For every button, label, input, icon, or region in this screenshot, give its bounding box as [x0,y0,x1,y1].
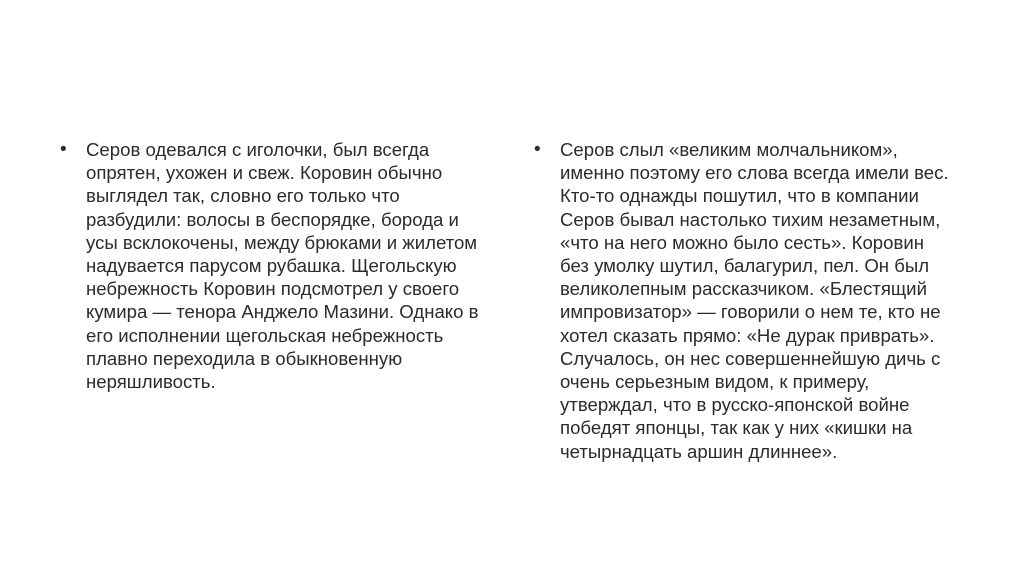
right-column [534,138,954,463]
bullet-text: Серов слыл «великим молчальником», именно поэтому его слова всегда имели вес. Кто-то однажды пошутил, что в компании Серов бывал настолько тихим незаметным, «что на него можно было сесть». Коровин без умолку шутил, балагурил, пел. Он был великолепным рассказчиком. «Блестящий импровизатор» — говорили о нем те, кто не хотел сказать прямо: «Не дурак приврать». Случалось, он нес совершеннейшую дичь с очень серьезным видом, к примеру, утверждал, что в русско-японской войне победят японцы, так как у них «кишки на четырнадцать аршин длиннее». [560,139,949,462]
bullet-icon: • [534,139,541,160]
bullet-text: Серов одевался с иголочки, был всегда опрятен, ухожен и свеж. Коровин обычно выглядел так, словно его только что разбудили: волосы в беспорядке, борода и усы всклокочены, между брюками и жилетом надувается парусом рубашка. Щегольскую небрежность Коровин подсмотрел у своего кумира — тенора Анджело Мазини. Однако в его исполнении щегольская небрежность плавно переходила в обыкновенную неряшливость. [86,139,479,393]
bullet-item-serov-dress [60,138,480,393]
bullet-item-serov-silent [534,138,954,463]
left-column [60,138,480,393]
bullet-icon: • [60,139,67,160]
